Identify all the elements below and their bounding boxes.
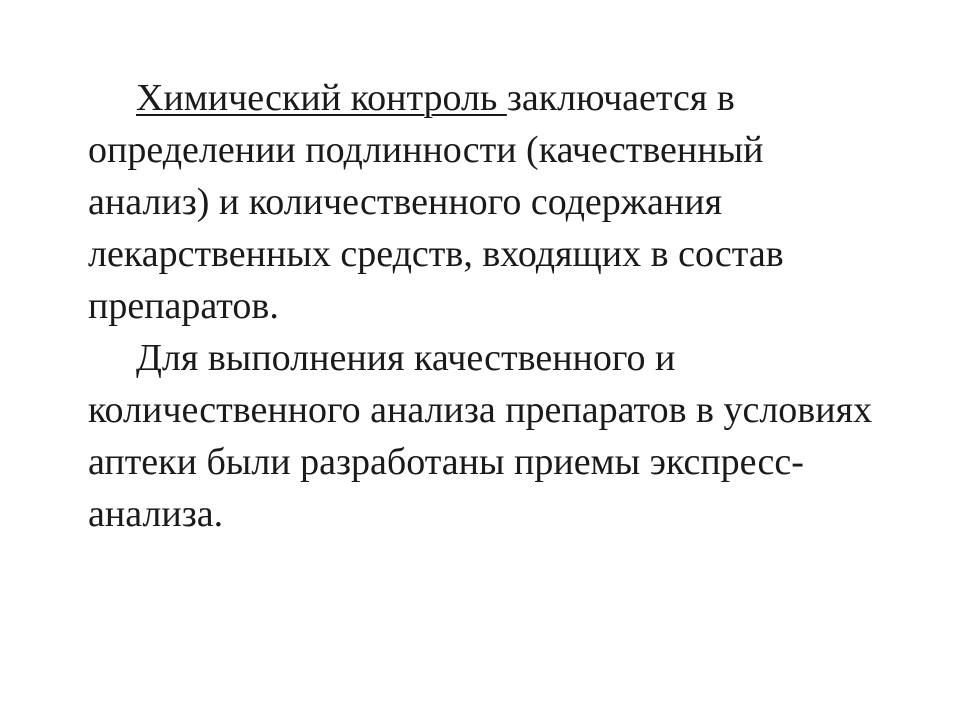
paragraph-express-analysis: [88, 332, 888, 540]
paragraph-text: заключается в определении подлинности (качественный анализ) и количественного содержания лекарственных средств, входящих в состав препаратов.: [88, 77, 784, 327]
underlined-term: Химический контроль: [136, 77, 507, 119]
slide-text-block: [88, 72, 888, 540]
paragraph-chemical-control: [88, 72, 888, 332]
paragraph-text: Для выполнения качественного и количественного анализа препаратов в условиях аптеки были разработаны приемы экспресс-анализа.: [88, 337, 873, 535]
